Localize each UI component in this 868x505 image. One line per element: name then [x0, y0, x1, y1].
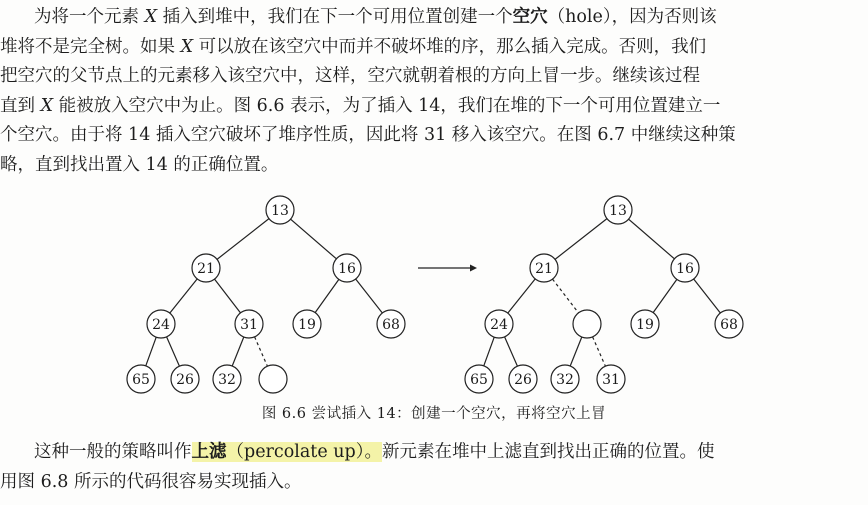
- heap-node-label: 68: [382, 317, 400, 333]
- heap-node-label: 13: [271, 203, 289, 219]
- tree-edge: [167, 337, 180, 366]
- var-x: X: [144, 7, 158, 27]
- heap-node-label: 24: [152, 317, 170, 333]
- tree-edge: [629, 219, 675, 259]
- para-line: 堆将不是完全树。如果 X 可以放在该空穴中而并不破坏堆的序，那么插入完成。否则，我们: [0, 36, 707, 57]
- heap-hole: [573, 310, 601, 338]
- tree-edge: [146, 337, 156, 366]
- right-heap-tree: [465, 196, 743, 393]
- para-line: 为将一个元素 X 插入到堆中，我们在下一个可用位置创建一个空穴（hole），因为否则该: [34, 7, 717, 27]
- heap-insert-figure: [0, 180, 868, 420]
- intro-paragraph: [0, 3, 868, 180]
- heap-node-label: 16: [338, 261, 356, 277]
- heap-node-label: 26: [176, 372, 194, 388]
- para-line: 这种一般的策略叫作上滤（percolate up）。新元素在堆中上滤直到找出正确的位置。使: [34, 442, 715, 462]
- tree-edge: [484, 337, 494, 366]
- tree-edge: [555, 219, 607, 260]
- tree-edge: [653, 279, 677, 312]
- left-heap-tree: [127, 196, 405, 393]
- heap-node-label: 68: [720, 317, 738, 333]
- tree-edge: [508, 279, 535, 313]
- heap-node-label: 21: [197, 261, 215, 277]
- tree-edge: [593, 337, 606, 366]
- percolate-paragraph: [0, 438, 868, 497]
- para-line: 用图 6.8 所示的代码很容易实现插入。: [0, 471, 302, 492]
- para-line: 直到 X 能被放入空穴中为止。图 6.6 表示，为了插入 14，我们在堆的下一个可用位置建立一: [0, 95, 721, 116]
- heap-node-label: 19: [636, 317, 654, 333]
- tree-edge: [215, 279, 241, 313]
- tree-edge: [570, 337, 582, 366]
- heap-node-label: 16: [676, 261, 694, 277]
- heap-node-label: 26: [514, 372, 532, 388]
- heap-node-label: 65: [132, 372, 150, 388]
- heap-node-label: 13: [609, 203, 627, 219]
- tree-edge: [315, 279, 339, 312]
- tree-edge: [694, 279, 721, 313]
- tree-edge: [291, 219, 337, 259]
- para-line: 略，直到找出置入 14 的正确位置。: [0, 154, 279, 175]
- heap-hole: [259, 365, 287, 393]
- heap-node-label: 32: [218, 372, 236, 388]
- para-line: 把空穴的父节点上的元素移入该空穴中，这样，空穴就朝着根的方向上冒一步。继续该过程: [0, 66, 700, 86]
- heap-node-label: 31: [240, 317, 258, 333]
- tree-edge: [505, 337, 518, 366]
- tree-edge: [232, 337, 244, 366]
- transition-arrow: [418, 265, 477, 272]
- heap-node-label: 21: [535, 261, 553, 277]
- tree-edge: [356, 279, 383, 313]
- heap-node-label: 65: [470, 372, 488, 388]
- tree-edge: [217, 219, 269, 260]
- heap-node-label: 19: [298, 317, 316, 333]
- heap-node-label: 32: [556, 372, 574, 388]
- tree-edge: [170, 279, 197, 313]
- term-hole: 空穴: [512, 7, 548, 27]
- para-line: 个空穴。由于将 14 插入空穴破坏了堆序性质，因此将 31 移入该空穴。在图 6.7 中继续这种策: [0, 125, 736, 145]
- figure-caption: 图 6.6 尝试插入 14：创建一个空穴，再将空穴上冒: [261, 406, 607, 422]
- tree-edge: [553, 279, 579, 313]
- highlighted-term: 上滤（percolate up）。: [191, 442, 382, 462]
- var-x: X: [180, 36, 194, 57]
- var-x: X: [40, 95, 54, 116]
- tree-edge: [255, 337, 268, 366]
- heap-node-label: 31: [602, 372, 620, 388]
- heap-node-label: 24: [490, 317, 508, 333]
